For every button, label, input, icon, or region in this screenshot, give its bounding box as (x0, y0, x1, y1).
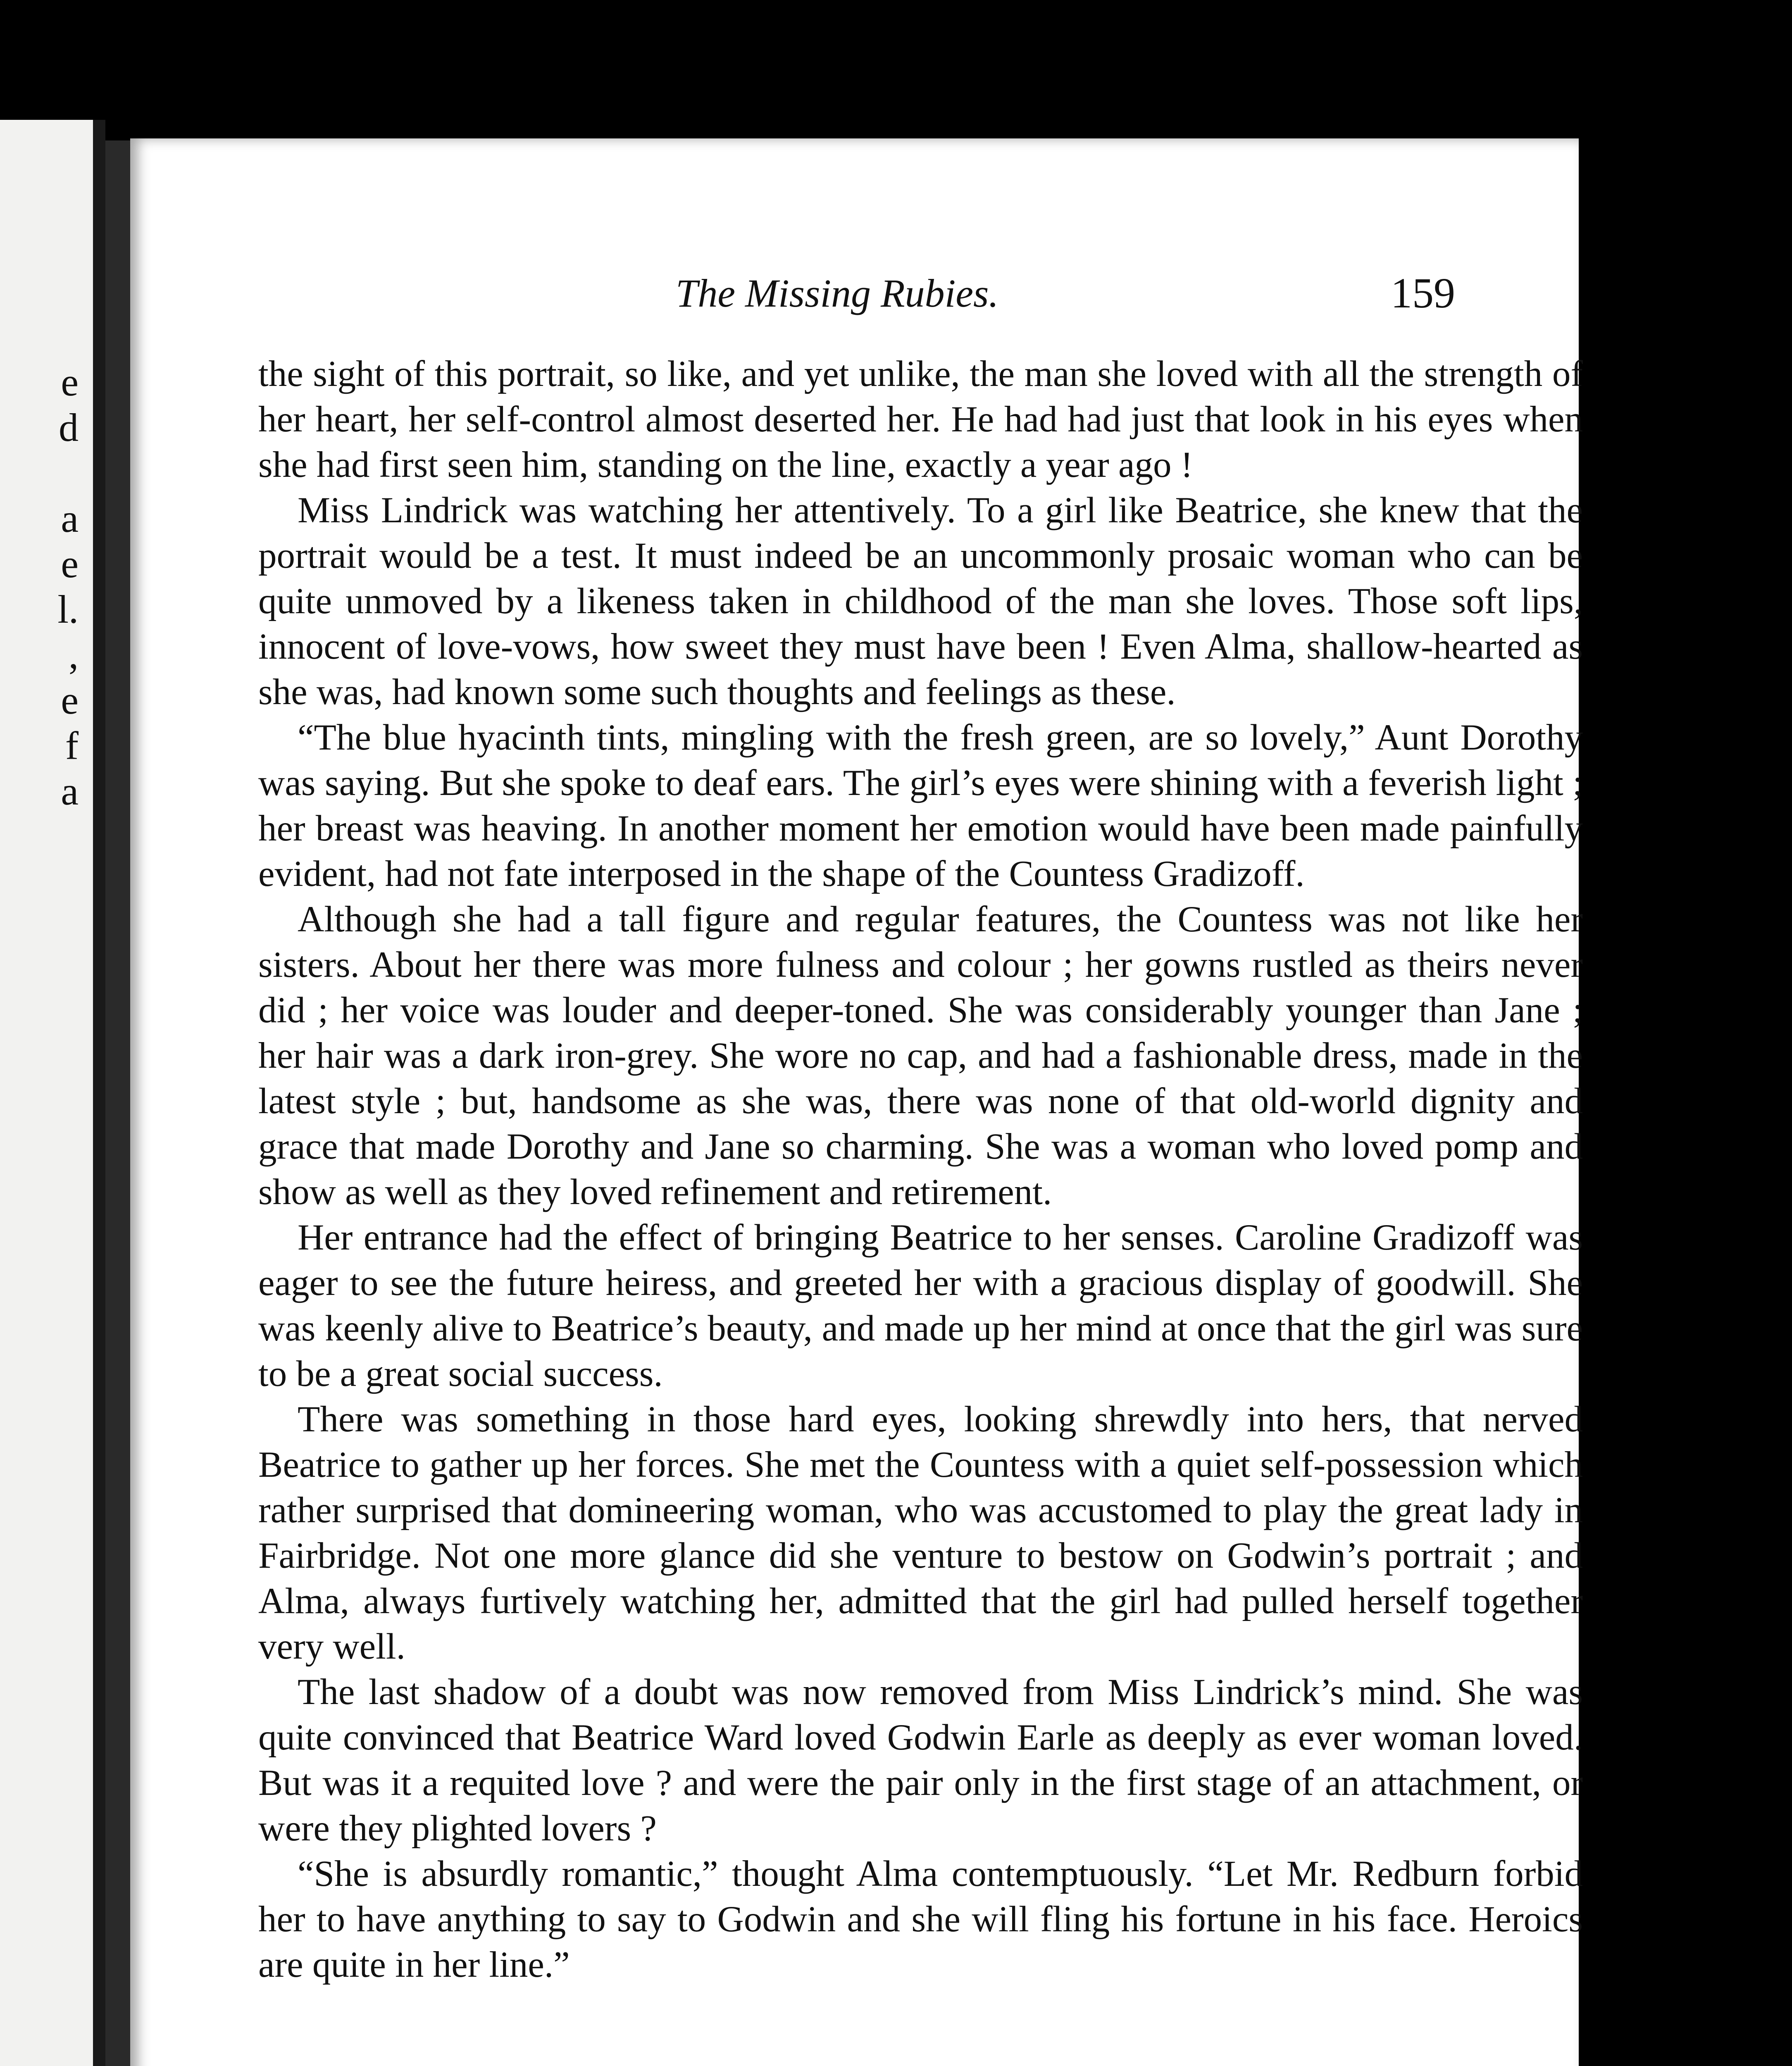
fragment: a (61, 496, 79, 540)
paragraph: “She is absurdly romantic,” thought Alma contemptuously. “Let Mr. Redburn forbid her to have anything to say to Godwin and she will fling his fortune in his face. Heroics are quite in her line.” (258, 1854, 1583, 1985)
paragraph: Although she had a tall figure and regular features, the Countess was not like her sisters. About her there was more fulness and colour ; her gowns rustled as theirs never did ; her voice was louder and deeper-toned. She was considerably younger than Jane ; her hair was a dark iron-grey. She wore no cap, and had a fashionable dress, made in the latest style ; but, handsome as she was, there was none of that old-world dignity and grace that made Dorothy and Jane so charming. She was a woman who loved pomp and show as well as they loved refinement and retirement. (258, 899, 1583, 1212)
fragment: e (61, 678, 79, 722)
fragment: e (61, 360, 79, 404)
fragment: d (59, 405, 79, 450)
book-page (130, 138, 1583, 2066)
chapter-title: The Missing Rubies. (676, 271, 999, 315)
page-number: 159 (1391, 269, 1455, 317)
paragraph: the sight of this portrait, so like, and yet unlike, the man she loved with all the strength of her heart, her self-control almost deserted her. He had had just that look in his eyes when she had first seen him, standing on the line, exactly a year ago ! (258, 354, 1583, 485)
book-spine (105, 140, 130, 2066)
paragraph: Miss Lindrick was watching her attentively. To a girl like Beatrice, she knew that the portrait would be a test. It must indeed be an uncommonly prosaic woman who can be quite unmoved by a likeness taken in childhood of the man she loves. Those soft lips, innocent of love-vows, how sweet they must have been ! Even Alma, shallow-hearted as she was, had known some such thoughts and feelings as these. (258, 490, 1583, 712)
fragment: a (61, 769, 79, 813)
fragment: , (69, 633, 79, 677)
fragment (0, 450, 79, 496)
paragraph: Her entrance had the effect of bringing Beatrice to her senses. Caroline Gradizoff was eager to see the future heiress, and greeted her with a gracious display of goodwill. She was keenly alive to Beatrice’s beauty, and made up her mind at once that the girl was sure to be a great social success. (258, 1217, 1583, 1394)
facing-page-edge (0, 120, 105, 2066)
running-header (130, 262, 1579, 324)
facing-page-fragments (0, 359, 79, 814)
fragment: f (65, 724, 79, 768)
paragraph: “The blue hyacinth tints, mingling with the fresh green, are so lovely,” Aunt Dorothy was saying. But she spoke to deaf ears. The girl’s eyes were shining with a feverish light ; her breast was heaving. In another moment her emotion would have been made painfully evident, had not fate interposed in the shape of the Countess Gradizoff. (258, 717, 1583, 894)
body-text (258, 351, 1583, 1987)
paragraph: There was something in those hard eyes, looking shrewdly into hers, that nerved Beatrice to gather up her forces. She met the Countess with a quiet self-possession which rather surprised that domineering woman, who was accustomed to play the great lady in Fairbridge. Not one more glance did she venture to bestow on Godwin’s portrait ; and Alma, always furtively watching her, admitted that the girl had pulled herself together very well. (258, 1399, 1583, 1667)
paragraph: The last shadow of a doubt was now removed from Miss Lindrick’s mind. She was quite convinced that Beatrice Ward loved Godwin Earle as deeply as ever woman loved. But was it a requited love ? and were the pair only in the first stage of an attachment, or were they plighted lovers ? (258, 1672, 1583, 1849)
fragment: l. (57, 587, 79, 631)
fragment: e (61, 542, 79, 586)
